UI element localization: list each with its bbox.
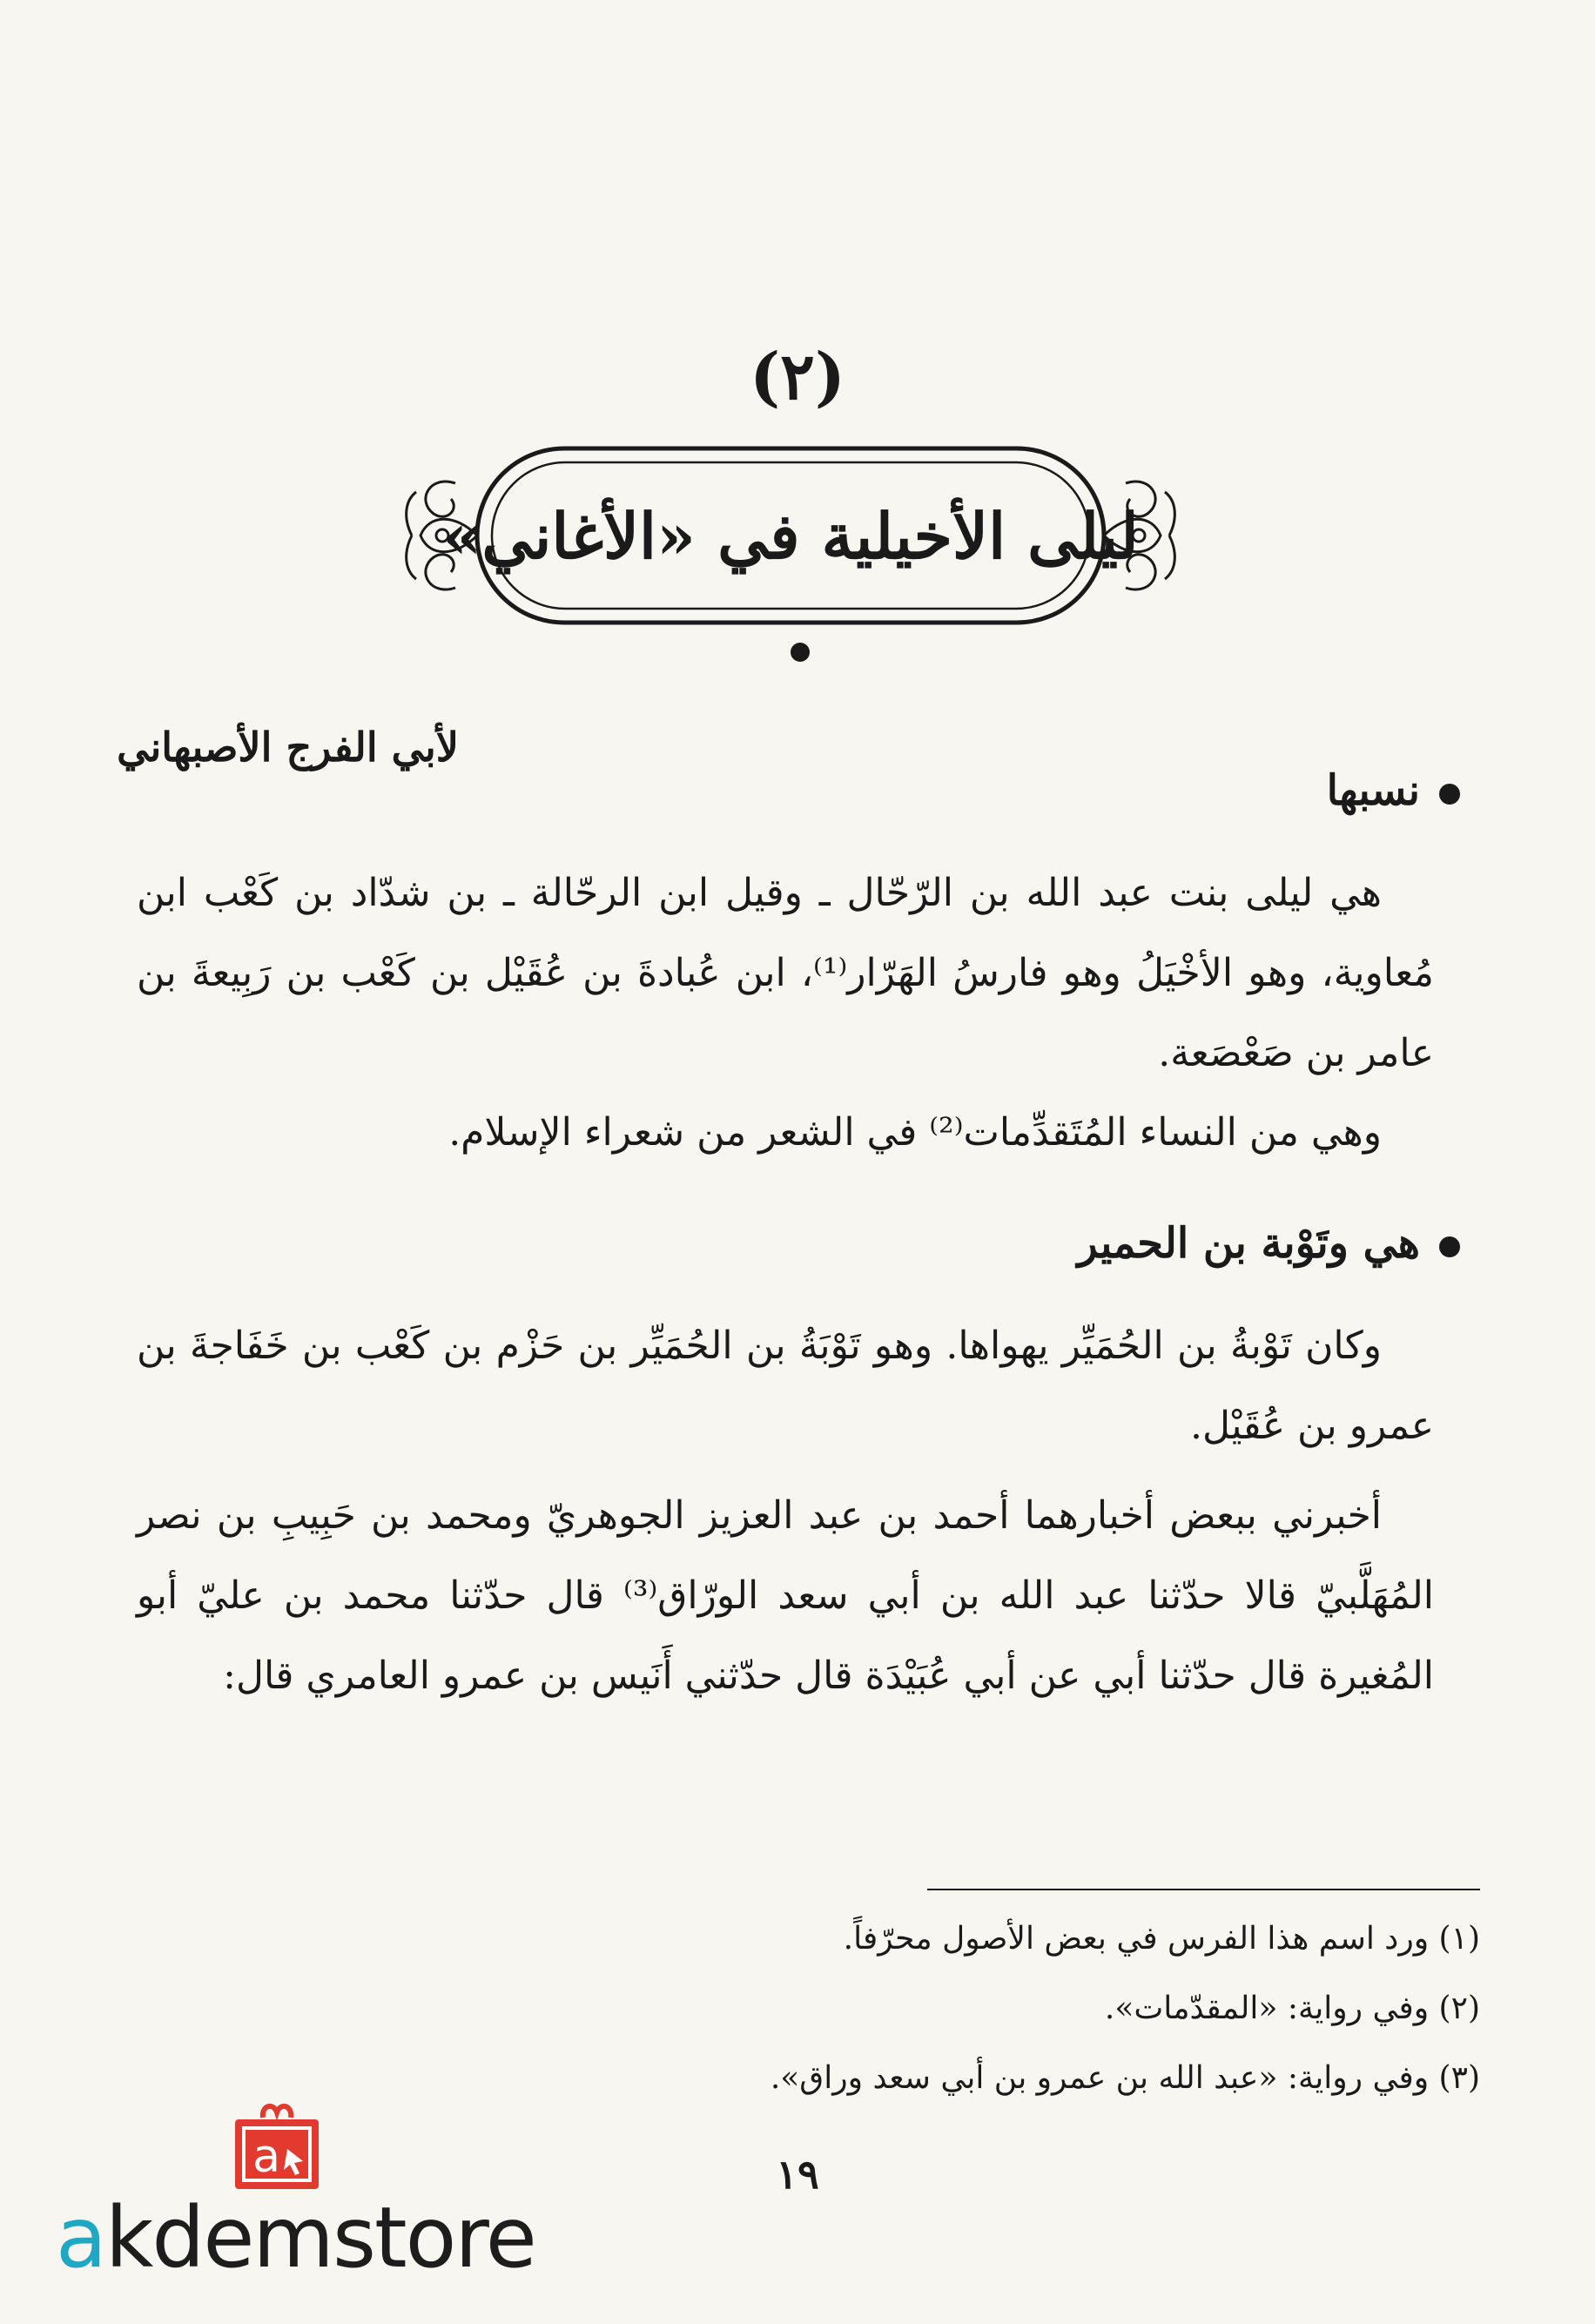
title-dot [791, 643, 810, 662]
footnote: (٣) وفي رواية: «عبد الله بن عمرو بن أبي سعد وراق». [770, 2060, 1480, 2096]
store-watermark [56, 2189, 535, 2287]
author-line: لأبي الفرج الأصبهاني [117, 724, 459, 771]
paragraph: هي ليلى بنت عبد الله بن الرّحّال ـ وقيل ابن الرحّالة ـ بن شدّاد بن كَعْب ابن مُعاوية، وهو الأخْيَلُ وهو فارسُ الهَرّار⁽¹⁾، ابن عُبادةَ بن عُقَيْل بن كَعْب بن رَبِيعةَ بن عامر بن صَعْصَعة. [137, 871, 1435, 1075]
store-logo-icon [228, 2098, 326, 2196]
page-number: ١٩ [776, 2151, 819, 2198]
paragraph: أخبرني ببعض أخبارهما أحمد بن عبد العزيز الجوهريّ ومحمد بن حَبِيبِ بن نصر المُهَلَّبيّ قالا حدّثنا عبد الله بن أبي سعد الورّاق⁽³⁾ قال حدّثنا محمد بن عليّ أبو المُغيرة قال حدّثنا أبي عن أبي عُبَيْدَة قال حدّثني أَنَيس بن عمرو العامري قال: [137, 1493, 1434, 1698]
footnote-divider [927, 1889, 1480, 1890]
logo-a: a [56, 2189, 105, 2287]
logo-letter: a [252, 2131, 280, 2183]
bullet-icon [1439, 784, 1460, 805]
title-frame [394, 431, 1187, 640]
chapter-number: (٢) [750, 340, 845, 414]
logo-rest: kdemstore [104, 2189, 535, 2287]
section-heading-text: هي وتَوْبة بن الحمير [1077, 1219, 1420, 1268]
section-heading [1327, 766, 1460, 815]
paragraph: وهي من النساء المُتَقدِّمات⁽²⁾ في الشعر من شعراء الإسلام. [448, 1110, 1382, 1155]
section-heading-text: نسبها [1326, 766, 1420, 815]
footnote: (١) ورد اسم هذا الفرس في بعض الأصول محرّفاً. [843, 1921, 1480, 1957]
footnote: (٢) وفي رواية: «المقدّمات». [1104, 1991, 1480, 2026]
chapter-title: ليلى الأخيلية في «الأغاني» [442, 498, 1139, 573]
section-heading [1078, 1219, 1460, 1268]
bullet-icon [1439, 1236, 1460, 1257]
paragraph: وكان تَوْبةُ بن الحُمَيِّر يهواها. وهو تَوْبَةُ بن الحُمَيِّر بن حَزْم بن كَعْب بن خَفَاجةَ بن عمرو بن عُقَيْل. [137, 1324, 1434, 1448]
